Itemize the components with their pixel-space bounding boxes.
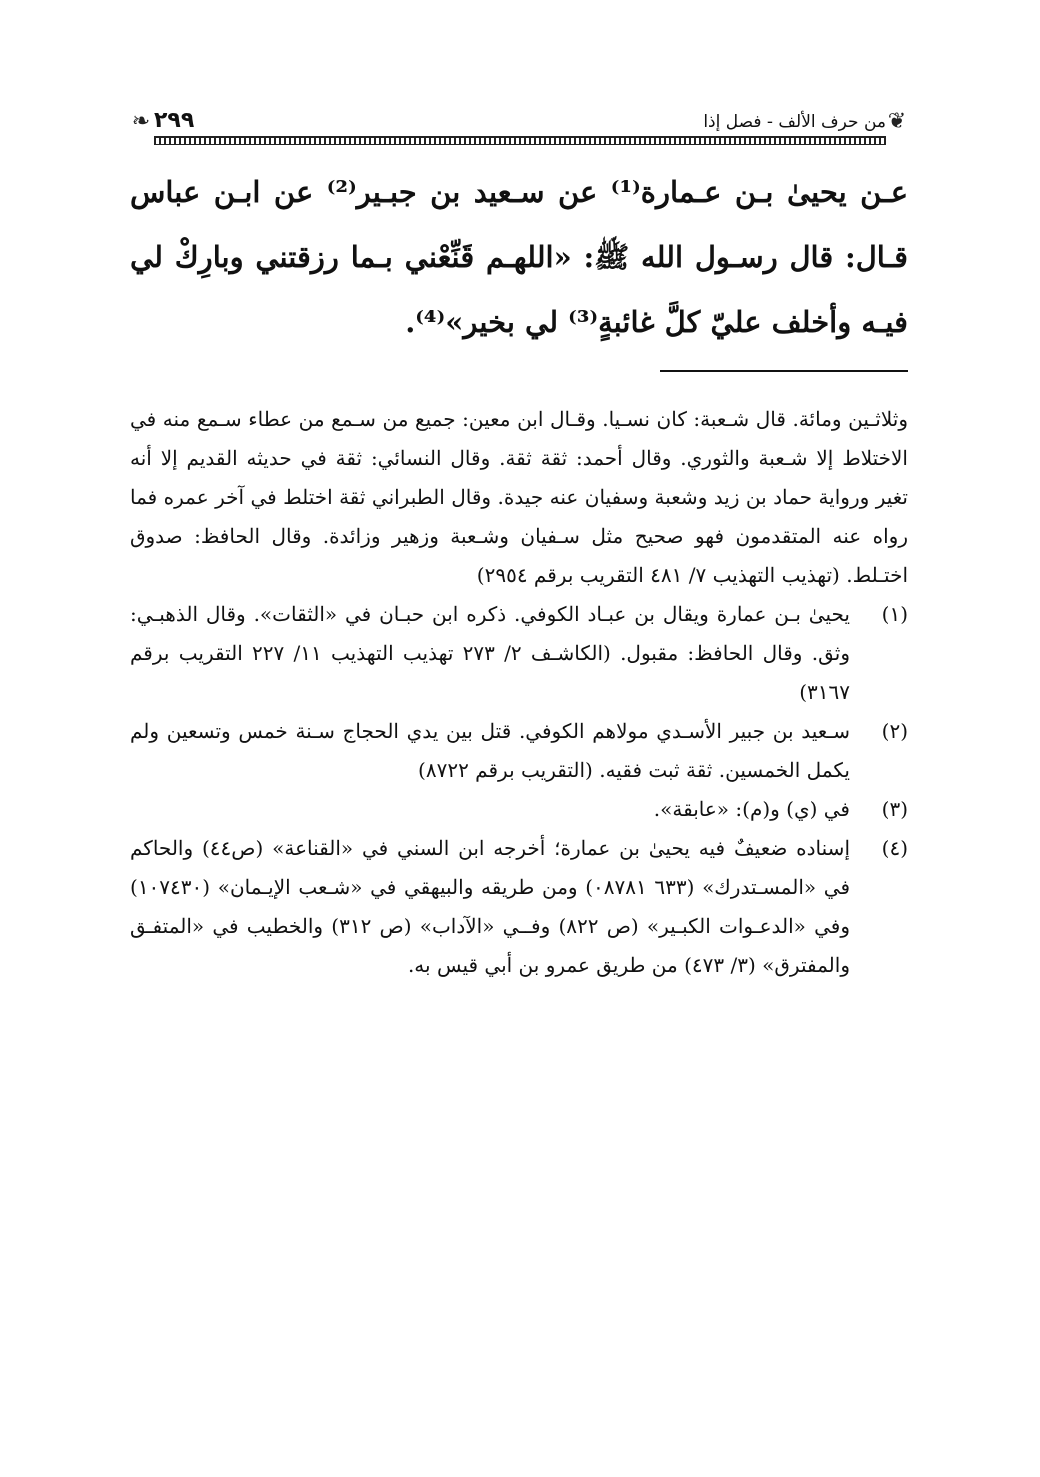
hadith-text: عـن يحيىٰ بـن عـمارة⁽¹⁾ عن سـعيد بن جبـير⁽²⁾ عن ابـن عباس قـال: قال رسـول الله ﷺ: «اللهـم قَنِّعْني بـما رزقتني وبارِكْ لي فيـه وأخلف عليّ كلَّ غائبةٍ⁽³⁾ لي بخير»⁽⁴⁾. [130, 175, 909, 339]
header-ornament-left-icon: ❧ [131, 109, 151, 134]
chapter-title: من حرف الألف - فصل إذا [703, 112, 886, 132]
footnote-number: (٢) [881, 719, 908, 743]
header-ornament-right-icon: ❦ [887, 109, 907, 134]
footnote-separator [660, 370, 908, 372]
footnote-text: في (ي) و(م): «عابقة». [653, 797, 850, 821]
footnote-number: (٤) [881, 836, 908, 860]
page-number: ٢٩٩ [154, 108, 195, 133]
running-header [130, 104, 908, 144]
footnote-2 [130, 712, 908, 790]
footnote-text: إسناده ضعيفٌ فيه يحيىٰ بن عمارة؛ أخرجه ابن السني في «القناعة» (ص٤٤) والحاكم في «المسـتدرك» (٦٣٣ ٠٨٧٨١) ومن طريقه والبيهقي في «شـعب الإيـمان» (١٠٧٤٣٠) وفي «الدعـوات الكبـير» (ص ٨٢٢) وفــي «الآداب» (ص ٣١٢) والخطيب في «المتفـق والمفترق» (٣/ ٤٧٣) من طريق عمرو بن أبي قيس به. [130, 836, 850, 977]
footnote-continuation: وثلاثـين ومائة. قال شـعبة: كان نسـيا. وقـال ابن معين: جميع من سـمع من عطاء سـمع منه في الاختلاط إلا شـعبة والثوري. وقال أحمد: ثقة ثقة. وقال النسائي: ثقة في حديثه القديم إلا أنه تغير ورواية حماد بن زيد وشعبة وسفيان عنه جيدة. وقال الطبراني ثقة اختلط في آخر عمره فما رواه عنه المتقدمون فهو صحيح مثل سـفيان وشـعبة وزهير وزائدة. وقال الحافظ: صدوق اختـلط. (تهذيب التهذيب ٧/ ٤٨١ التقريب برقم ٢٩٥٤) [130, 407, 908, 587]
footnotes [130, 400, 908, 985]
footnote-4 [130, 829, 908, 985]
footnote-3 [130, 790, 908, 829]
footnote-text: سـعيد بن جبير الأسـدي مولاهم الكوفي. قتل بين يدي الحجاج سـنة خمس وتسعين ولم يكمل الخمسين. ثقة ثبت فقيه. (التقريب برقم ٨٧٢٢) [130, 719, 850, 782]
footnote-text: يحيىٰ بـن عمارة ويقال بن عبـاد الكوفي. ذكره ابن حبـان في «الثقات». وقال الذهبـي: وثق. وقال الحافظ: مقبول. (الكاشـف ٢/ ٢٧٣ تهذيب التهذيب ١١/ ٢٢٧ التقريب برقم ٣١٦٧) [130, 602, 850, 704]
footnote-number: (٣) [881, 797, 908, 821]
footnote-number: (١) [881, 602, 908, 626]
footnote-1 [130, 595, 908, 712]
header-rule [154, 136, 886, 145]
